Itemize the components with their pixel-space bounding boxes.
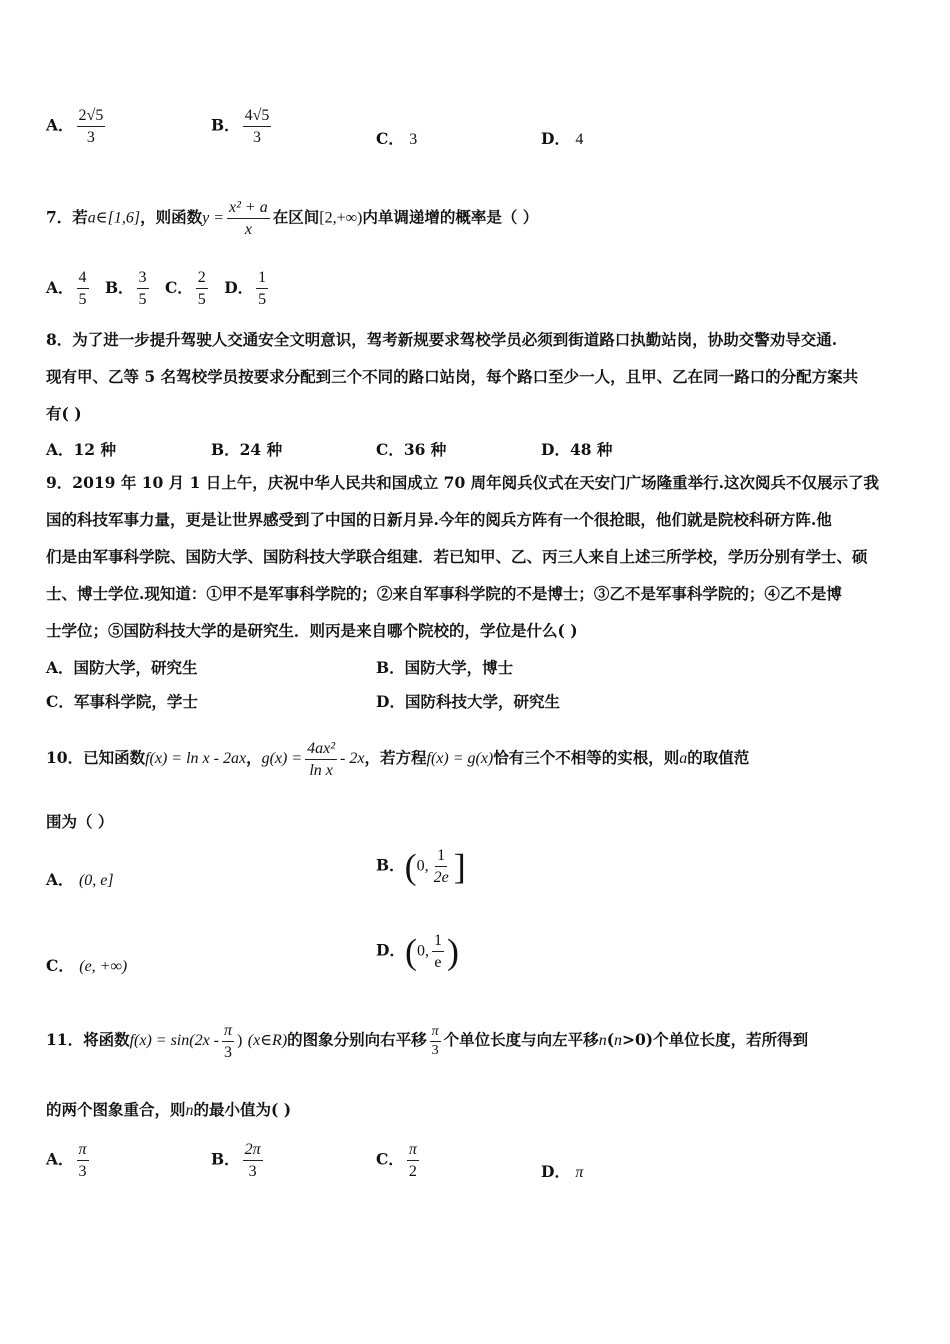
q8-line-1: 8．为了进一步提升驾驶人交通安全文明意识，驾考新规要求驾校学员必须到街道路口执勤站岗，协助交警劝导交通. — [46, 330, 838, 349]
q8-option-b: B．24 种 — [211, 440, 283, 459]
q11-option-d: D． π — [541, 1162, 584, 1181]
q10-option-a: A． (0, e] — [46, 870, 114, 889]
q6-option-d: D． 4 — [541, 129, 584, 148]
q11-line-2: 的两个图象重合，则n的最小值为( ) — [46, 1100, 292, 1119]
q7-option-b: B． $\frac{3}{5}$ — [104, 269, 147, 308]
q8-option-d: D．48 种 — [541, 440, 613, 459]
q10-option-b-left-paren: ( — [404, 846, 417, 887]
q7-option-c-fraction: $\frac{2}{5}$ — [197, 269, 206, 308]
q7-option-d: D． $\frac{1}{5}$ — [224, 269, 267, 308]
q9-option-b: B．国防大学，博士 — [376, 658, 514, 677]
q10-option-b-fraction: $\frac{1}{2e}$ — [433, 847, 449, 886]
q7-option-b-fraction: $\frac{3}{5}$ — [138, 269, 147, 308]
q8-option-c: C．36 种 — [376, 440, 447, 459]
q8-line-2: 现有甲、乙等 5 名驾校学员按要求分配到三个不同的路口站岗，每个路口至少一人，且甲、乙在同一路口的分配方案共 — [46, 367, 859, 386]
q7-stem: 7．若a∈[1,6]，则函数y = $\frac{\text{x² + a}}{x}$ 在区间[2,+∞)内单调递增的概率是（ ） — [46, 199, 539, 238]
q11-option-c: C． $\frac{\pi}{2}$ — [376, 1141, 417, 1180]
q6-option-a: A． $\frac{2√5}{3}$ — [46, 107, 104, 146]
q9-line-4: 士、博士学位.现知道：①甲不是军事科学院的；②来自军事科学院的不是博士；③乙不是军事科学院的；④乙不是博 — [46, 584, 842, 603]
q6-option-a-fraction: $\frac{2√5}{3}$ — [78, 107, 104, 146]
q6-option-b: B． $\frac{4√5}{3}$ — [211, 107, 270, 146]
q10-stem: 10．已知函数f(x) = ln x - 2ax，g(x) = $\frac{\text{4ax²}}{\text{ln x}}$ - 2x，若方程f(x) = g(x)恰有三个不相等的实根，则a的取值范 — [46, 739, 750, 779]
q11-func-fraction: $\frac{\pi}{3}$ — [224, 1021, 233, 1061]
q10-option-d-right-paren: ) — [446, 931, 459, 972]
q8-option-a: A．12 种 — [46, 440, 116, 459]
q7-option-a: A． $\frac{4}{5}$ — [46, 269, 87, 308]
q7-option-a-fraction: $\frac{4}{5}$ — [78, 269, 87, 308]
q7-option-c: C． $\frac{2}{5}$ — [164, 269, 206, 308]
q11-option-a: A． $\frac{\pi}{3}$ — [46, 1141, 87, 1180]
q10-option-c: C． (e, +∞) — [46, 956, 128, 975]
q9-line-3: 们是由军事科学院、国防大学、国防科技大学联合组建．若已知甲、乙、丙三人来自上述三所学校，学历分别有学士、硕 — [46, 547, 868, 566]
q9-option-d: D．国防科技大学，研究生 — [376, 692, 560, 711]
q11-option-a-fraction: $\frac{\pi}{3}$ — [78, 1141, 87, 1180]
q7-option-d-fraction: $\frac{1}{5}$ — [258, 269, 267, 308]
q7-options — [46, 268, 271, 309]
q10-option-b-right-bracket: ] — [453, 846, 466, 887]
q11-option-b: B． $\frac{2\pi}{3}$ — [211, 1141, 261, 1180]
q9-line-5: 士学位；⑤国防科技大学的是研究生．则丙是来自哪个院校的，学位是什么( ) — [46, 621, 578, 640]
q9-line-2: 国的科技军事力量，更是让世界感受到了中国的日新月异.今年的阅兵方阵有一个很抢眼，他们就是院校科研方阵.他 — [46, 510, 832, 529]
q11-stem: 11．将函数f(x) = sin(2x - $\frac{\pi}{3}$ ) (x∈R)的图象分别向右平移 $\frac{\pi}{3}$ 个单位长度与向左平移n(n>0)个单位长度，若所得到 — [46, 1021, 809, 1061]
q10-option-b: B．(0, $\frac{1}{2e}$ ] — [376, 846, 466, 887]
q11-option-c-fraction: $\frac{\pi}{2}$ — [408, 1141, 417, 1180]
q11-shift-fraction: $\frac{\pi}{3}$ — [431, 1023, 439, 1058]
q6-option-b-fraction: $\frac{4√5}{3}$ — [244, 107, 270, 146]
q8-line-3: 有( ) — [46, 404, 82, 423]
q10-g-fraction: $\frac{\text{4ax²}}{\text{ln x}}$ — [307, 739, 336, 779]
q9-option-a: A．国防大学，研究生 — [46, 658, 198, 677]
q9-option-c: C．军事科学院，学士 — [46, 692, 198, 711]
q10-line-2: 围为（ ） — [46, 812, 114, 831]
q6-option-c: C． 3 — [376, 129, 418, 148]
q9-line-1: 9．2019 年 10 月 1 日上午，庆祝中华人民共和国成立 70 周年阅兵仪式在天安门广场隆重举行.这次阅兵不仅展示了我 — [46, 473, 880, 492]
q10-option-d-left-paren: ( — [404, 931, 417, 972]
q7-function-fraction: $\frac{\text{x² + a}}{x}$ — [229, 199, 268, 238]
q10-option-d: D．(0, $\frac{1}{e}$ ) — [376, 931, 459, 972]
q10-option-d-fraction: $\frac{1}{e}$ — [433, 932, 442, 971]
q11-option-b-fraction: $\frac{2\pi}{3}$ — [244, 1141, 261, 1180]
